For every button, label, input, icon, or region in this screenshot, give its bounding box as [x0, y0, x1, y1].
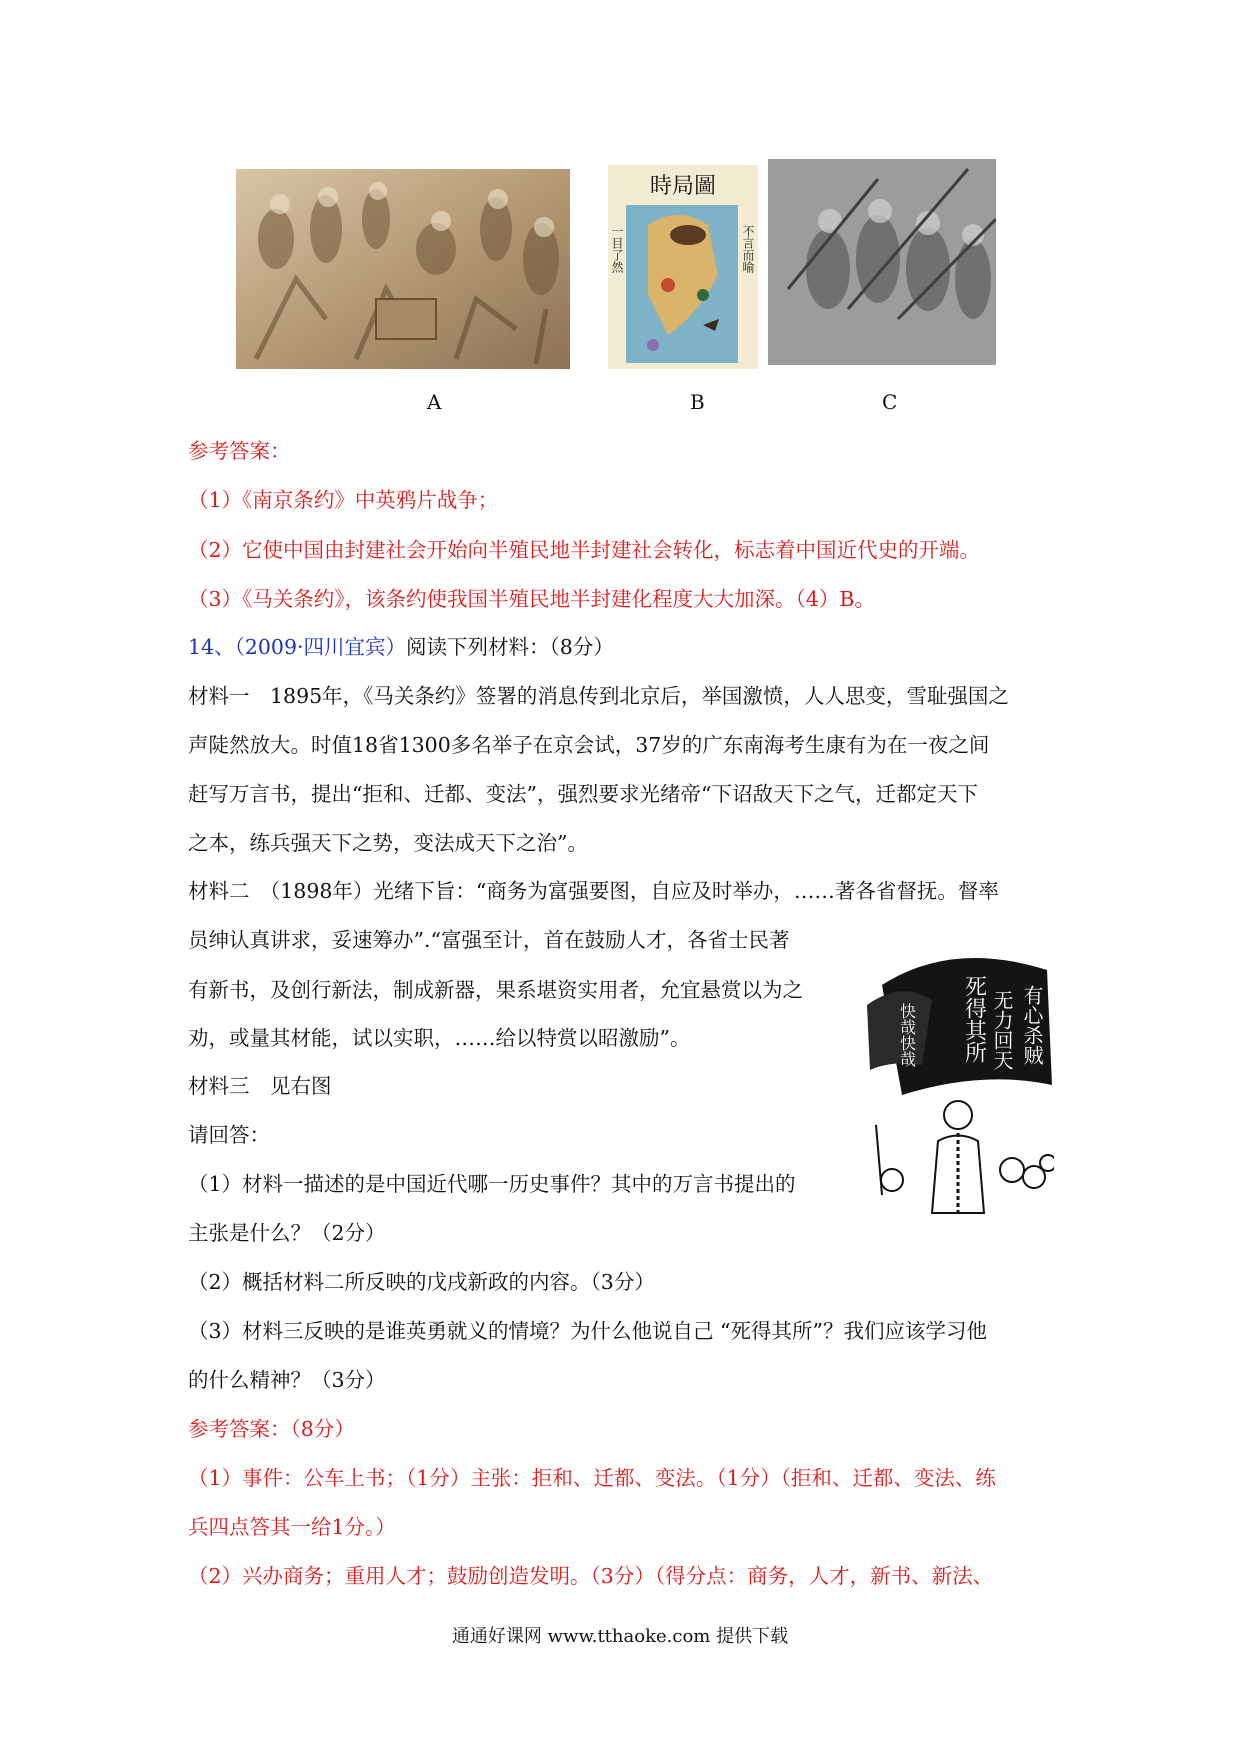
question-number: 14、: [188, 635, 235, 659]
figure-a-caption: A: [427, 390, 442, 414]
answer2-heading: 参考答案：（8分）: [188, 1417, 355, 1441]
material-1-line-4: 之本，练兵强天下之势，变法成天下之治”。: [188, 831, 588, 855]
answer-heading: 参考答案：: [188, 439, 291, 463]
sub-question-3-line-1: （3）材料三反映的是谁英勇就义的情境？为什么他说自己 “死得其所”？我们应该学习他: [188, 1319, 988, 1343]
cartoon-title: 時局圖: [649, 174, 717, 199]
calligraphy-column-4: 快哉快哉: [897, 1003, 917, 1067]
material-2-line-2: 员绅认真讲求，妥速筹办”.“富强至计，首在鼓励人才，各省士民著: [188, 928, 790, 952]
calligraphy-column-1: 有心杀贼: [1020, 985, 1044, 1065]
question-prompt: 阅读下列材料：（8分）: [406, 635, 614, 659]
question-source: （2009·四川宜宾）: [234, 635, 407, 659]
sub-question-3-line-2: 的什么精神？（3分）: [188, 1368, 386, 1392]
answer2-item-1-line-1: （1）事件：公车上书；（1分）主张：拒和、迁都、变法。（1分）（拒和、迁都、变法、练: [188, 1466, 996, 1490]
calligraphy-column-3: 死得其所: [961, 975, 987, 1063]
stone-relief-soldiers-charging-icon: [768, 159, 996, 365]
sub-question-1-line-1: （1）材料一描述的是中国近代哪一历史事件？其中的万言书提出的: [188, 1172, 796, 1196]
figure-c-image: [768, 159, 996, 365]
question-ask: 请回答：: [188, 1123, 270, 1147]
ink-drawing-martyr-icon: [862, 945, 1054, 1215]
calligraphy-column-2: 无力回天: [990, 990, 1014, 1070]
figure-a-image: [236, 169, 570, 369]
figure-b-caption: B: [690, 390, 705, 414]
material-1-line-2: 声陡然放大。时值18省1300多名举子在京会试，37岁的广东南海考生康有为在一夜之间: [188, 733, 990, 757]
material-1-line-1: 材料一 1895年，《马关条约》签署的消息传到北京后，举国激愤，人人思变，雪耻强国之: [188, 684, 1009, 708]
material-2-line-1: 材料二 （1898年）光绪下旨：“商务为富强要图，自应及时举办，……著各省督抚。督率: [188, 879, 999, 903]
material-1-line-3: 赶写万言书，提出“拒和、迁都、变法”，强烈要求光绪帝“下诏敌天下之气，迁都定天下: [188, 782, 978, 806]
answer2-item-1-line-2: 兵四点答其一给1分。）: [188, 1515, 396, 1539]
figure-b-image: [608, 165, 758, 369]
figure-c-caption: C: [882, 390, 898, 414]
answer1-item-1: （1）《南京条约》中英鸦片战争；: [188, 488, 499, 512]
material-2-line-4: 劝，或量其材能，试以实职，……给以特赏以昭激励”。: [188, 1026, 691, 1050]
sub-question-2: （2）概括材料二所反映的戊戌新政的内容。（3分）: [188, 1270, 655, 1294]
answer1-item-3: （3）《马关条约》，该条约使我国半殖民地半封建化程度大大加深。（4）B。: [188, 587, 875, 611]
material-3: 材料三 见右图: [188, 1074, 332, 1098]
cartoon-side-left: 一目了然: [610, 225, 624, 273]
political-cartoon-map-icon: [608, 165, 758, 369]
answer2-item-2: （2）兴办商务；重用人才；鼓励创造发明。（3分）（得分点：商务，人才，新书、新法、: [188, 1564, 994, 1588]
material-3-image: [862, 945, 1054, 1215]
page-footer: 通通好课网 www.tthaoke.com 提供下载: [451, 1626, 789, 1647]
sub-question-1-line-2: 主张是什么？（2分）: [188, 1221, 386, 1245]
cartoon-side-right: 不言而喻: [741, 225, 755, 273]
material-2-line-3: 有新书，及创行新法，制成新器，果系堪资实用者，允宜悬赏以为之: [188, 978, 803, 1002]
answer1-item-2: （2）它使中国由封建社会开始向半殖民地半封建社会转化，标志着中国近代史的开端。: [188, 538, 981, 562]
stone-relief-opium-destruction-icon: [236, 169, 570, 369]
question-14-header: [188, 632, 1054, 662]
